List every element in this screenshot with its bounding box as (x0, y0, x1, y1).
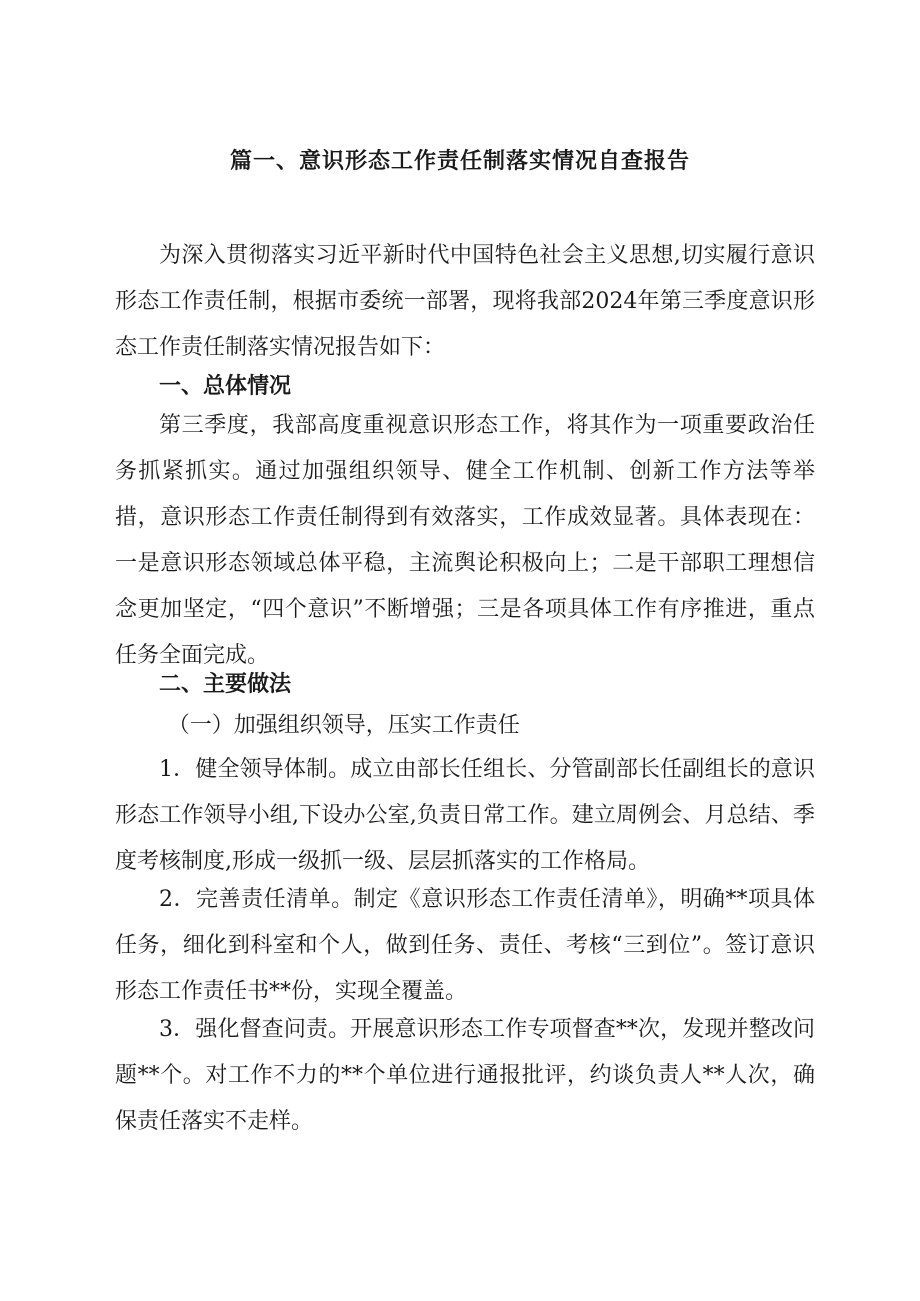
intro-paragraph: 为深入贯彻落实习近平新时代中国特色社会主义思想,切实履行意识形态工作责任制，根据市委统一部署，现将我部2024年第三季度意识形态工作责任制落实情况报告如下： (115, 243, 815, 360)
subsection-heading-organization: （一）加强组织领导，压实工作责任 (167, 713, 520, 738)
section-heading-overview: 一、总体情况 (159, 373, 292, 399)
practice-item-2: 2．完善责任清单。制定《意识形态工作责任清单》，明确**项具体任务，细化到科室和个人，做到任务、责任、考核“三到位”。签订意识形态工作责任书**份，实现全覆盖。 (115, 887, 815, 1004)
document-title: 篇一、意识形态工作责任制落实情况自查报告 (229, 148, 690, 174)
overview-paragraph: 第三季度，我部高度重视意识形态工作，将其作为一项重要政治任务抓紧抓实。通过加强组织领导、健全工作机制、创新工作方法等举措，意识形态工作责任制得到有效落实，工作成效显著。具体表现在：一是意识形态领域总体平稳，主流舆论积极向上；二是干部职工理想信念更加坚定，“四个意识”不断增强；三是各项具体工作有序推进，重点任务全面完成。 (115, 413, 815, 668)
practice-item-1: 1．健全领导体制。成立由部长任组长、分管副部长任副组长的意识形态工作领导小组,下设办公室,负责日常工作。建立周例会、月总结、季度考核制度,形成一级抓一级、层层抓落实的工作格局。 (115, 757, 815, 874)
practice-item-3: 3．强化督查问责。开展意识形态工作专项督查**次，发现并整改问题**个。对工作不力的**个单位进行通报批评，约谈负责人**人次，确保责任落实不走样。 (115, 1017, 815, 1134)
section-heading-main-practices: 二、主要做法 (159, 671, 292, 697)
